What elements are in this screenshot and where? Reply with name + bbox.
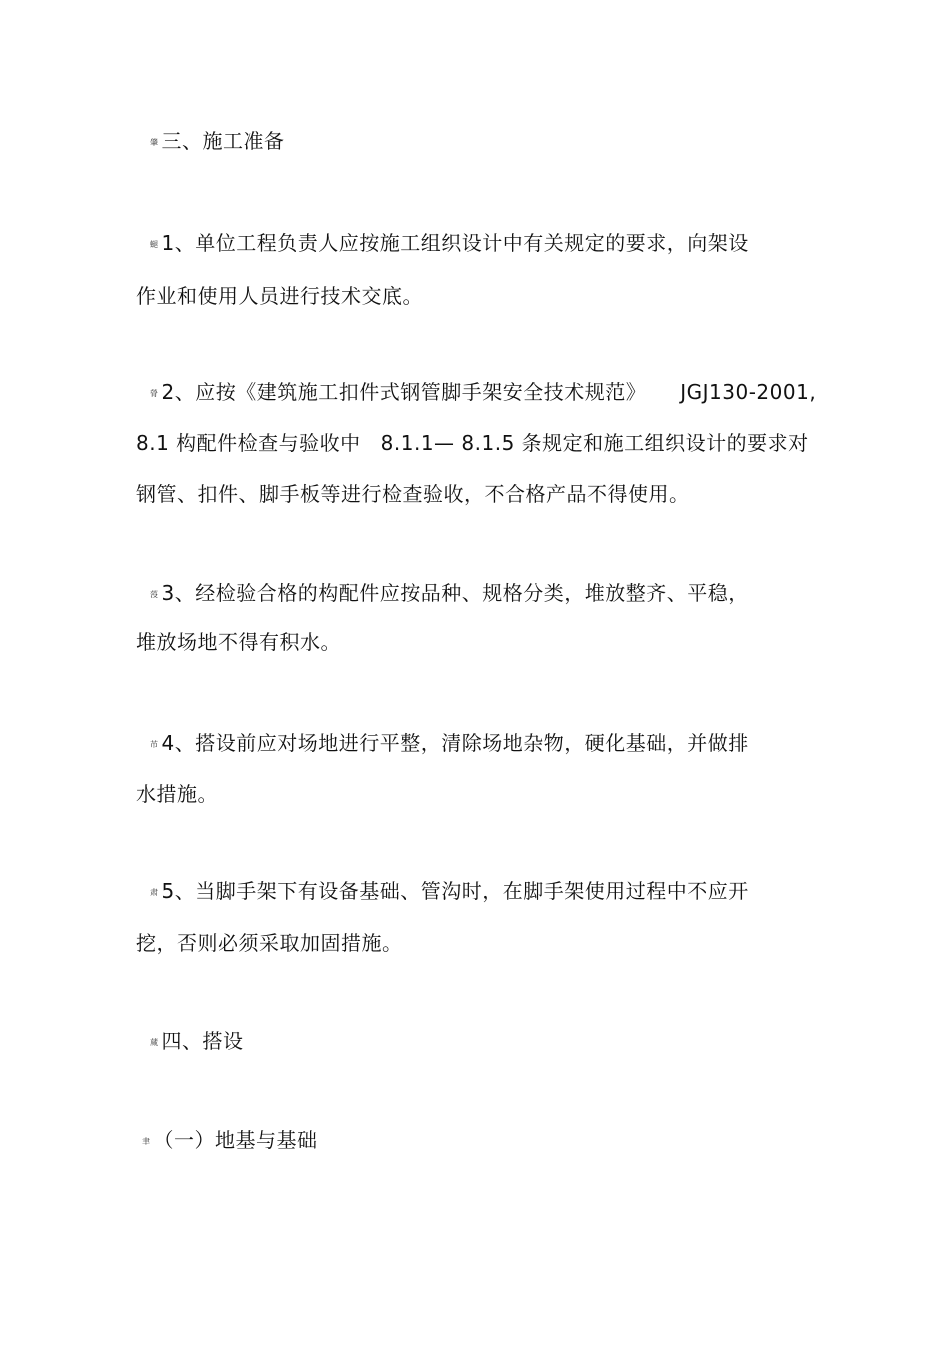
- paragraph-4-line-1: [150, 730, 749, 758]
- paragraph-text: 1、单位工程负责人应按施工组织设计中有关规定的要求，向架设: [161, 231, 749, 255]
- margin-mark: 螁: [150, 239, 159, 249]
- heading-text: 四、搭设: [161, 1029, 244, 1053]
- margin-mark: 蒇: [150, 1037, 159, 1047]
- margin-mark: 芇: [150, 739, 159, 749]
- paragraph-3-line-1: [150, 580, 749, 608]
- paragraph-2-line-1: [150, 379, 816, 407]
- paragraph-5-line-2: 挖，否则必须采取加固措施。: [136, 931, 403, 955]
- paragraph-text: 3、经检验合格的构配件应按品种、规格分类，堆放整齐、平稳，: [161, 581, 749, 605]
- paragraph-1-line-2: 作业和使用人员进行技术交底。: [136, 284, 423, 308]
- section-heading-4: [150, 1028, 244, 1056]
- paragraph-3-line-2: 堆放场地不得有积水。: [136, 630, 341, 654]
- paragraph-text: 8.1 构配件检查与验收中: [136, 431, 361, 455]
- paragraph-1-line-1: [150, 230, 749, 258]
- paragraph-5-line-1: [150, 878, 749, 906]
- subsection-heading-1: [142, 1127, 318, 1155]
- paragraph-2-line-2: [136, 430, 809, 456]
- margin-mark: 莈: [150, 589, 159, 599]
- heading-text: （一）地基与基础: [153, 1128, 318, 1152]
- paragraph-text: 4、搭设前应对场地进行平整，清除场地杂物，硬化基础，并做排: [161, 731, 749, 755]
- section-heading-3: [150, 128, 285, 156]
- paragraph-4-line-2: 水措施。: [136, 782, 218, 806]
- paragraph-2-line-3: 钢管、扣件、脚手板等进行检查验收，不合格产品不得使用。: [136, 482, 690, 506]
- standard-code: JGJ130-2001,: [680, 380, 817, 404]
- heading-text: 三、施工准备: [161, 129, 285, 153]
- margin-mark: 聿: [142, 1136, 151, 1146]
- paragraph-text: 5、当脚手架下有设备基础、管沟时，在脚手架使用过程中不应开: [161, 879, 749, 903]
- paragraph-text: 8.1.1— 8.1.5 条规定和施工组织设计的要求对: [380, 431, 809, 455]
- margin-mark: 膋: [150, 388, 159, 398]
- margin-mark: 肇: [150, 137, 159, 147]
- paragraph-text: 2、应按《建筑施工扣件式钢管脚手架安全技术规范》: [161, 380, 647, 404]
- margin-mark: 肃: [150, 887, 159, 897]
